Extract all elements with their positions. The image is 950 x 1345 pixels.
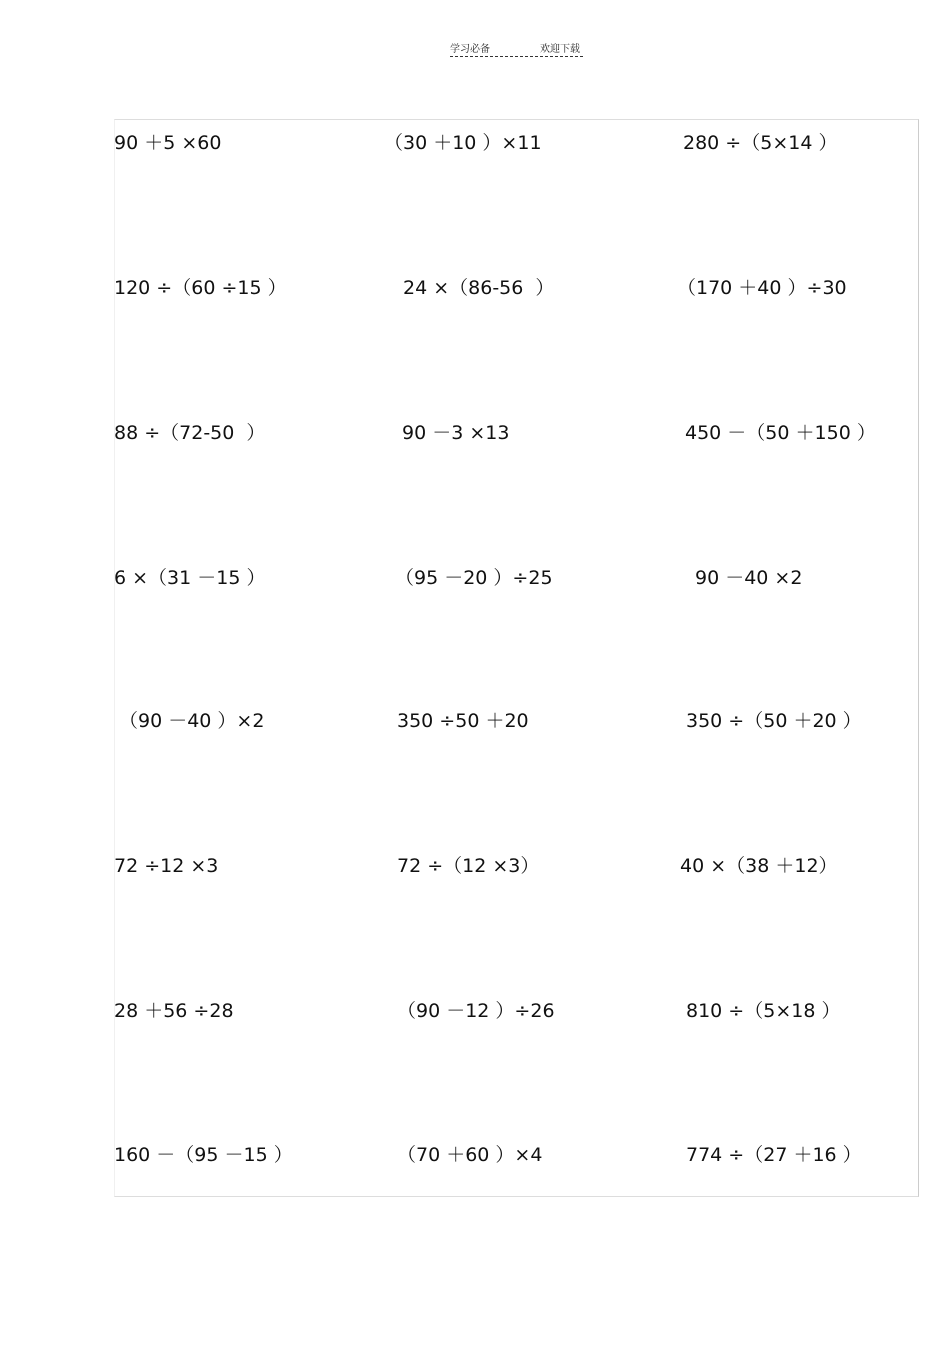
header-left-text: 学习必备 (450, 44, 490, 55)
problem-r7-c3: 810 ÷（5×18 ） (686, 1000, 841, 1022)
header-right-text: 欢迎下载 (540, 44, 580, 55)
problem-r6-c3: 40 ×（38 ＋12） (680, 855, 838, 877)
problem-r2-c1: 120 ÷（60 ÷15 ） (114, 277, 287, 299)
problem-r4-c1: 6 ×（31 －15 ） (114, 567, 266, 589)
problem-r1-c1: 90 ＋5 ×60 (114, 132, 222, 154)
problem-r2-c3: （170 ＋40 ）÷30 (677, 277, 847, 299)
problem-r3-c1: 88 ÷（72-50 ） (114, 422, 266, 444)
problem-r3-c3: 450 －（50 ＋150 ） (685, 422, 876, 444)
problem-r5-c1: （90 －40 ）×2 (119, 710, 265, 732)
problem-r8-c1: 160 －（95 －15 ） (114, 1144, 293, 1166)
problem-r4-c3: 90 －40 ×2 (695, 567, 803, 589)
problem-r1-c3: 280 ÷（5×14 ） (683, 132, 838, 154)
problem-r6-c1: 72 ÷12 ×3 (114, 855, 219, 877)
problem-r3-c2: 90 －3 ×13 (402, 422, 510, 444)
problem-r8-c2: （70 ＋60 ）×4 (397, 1144, 543, 1166)
problem-r4-c2: （95 －20 ）÷25 (395, 567, 553, 589)
problem-r8-c3: 774 ÷（27 ＋16 ） (686, 1144, 862, 1166)
problem-r5-c3: 350 ÷（50 ＋20 ） (686, 710, 862, 732)
problem-r7-c1: 28 ＋56 ÷28 (114, 1000, 234, 1022)
problem-r2-c2: 24 ×（86-56 ） (403, 277, 555, 299)
page-header (450, 40, 583, 57)
problem-r5-c2: 350 ÷50 ＋20 (397, 710, 529, 732)
problem-r7-c2: （90 －12 ）÷26 (397, 1000, 555, 1022)
problem-r1-c2: （30 ＋10 ）×11 (384, 132, 542, 154)
problem-r6-c2: 72 ÷（12 ×3） (397, 855, 540, 877)
